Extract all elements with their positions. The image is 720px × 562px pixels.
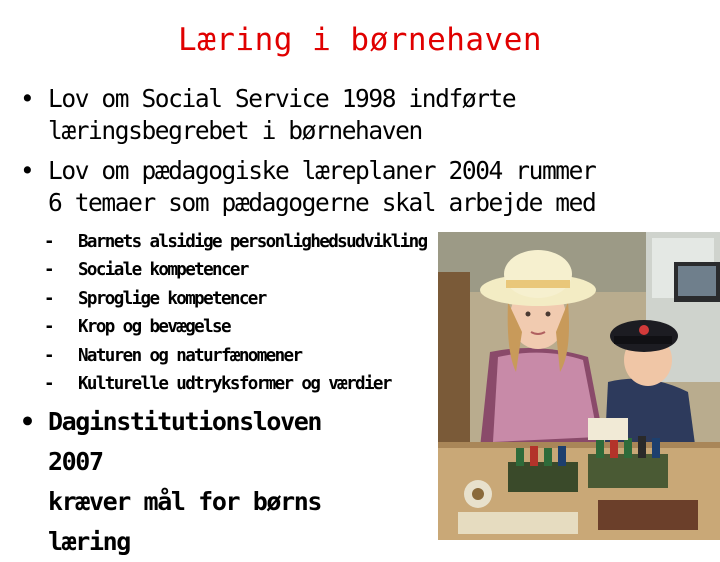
theme-item [44,228,427,256]
theme-text: Sproglige kompetencer [78,288,266,309]
theme-item [44,313,427,341]
theme-marker: - [44,345,53,366]
theme-text: Krop og bevægelse [78,317,230,338]
theme-item [44,285,427,313]
bullet-marker: • [20,84,34,113]
bullet-text: Lov om Social Service 1998 indførte læringsbegrebet i børnehaven [48,84,516,145]
theme-item [44,370,427,398]
theme-marker: - [44,260,53,281]
theme-item [44,256,427,284]
theme-text: Sociale kompetencer [78,260,248,281]
theme-text: Naturen og naturfænomener [78,345,302,366]
theme-item [44,342,427,370]
bullet-text: Daginstitutionsloven 2007 kræver mål for børns læring [48,407,322,556]
bullet-marker: • [20,407,34,436]
bullet-laereplaner [20,155,595,219]
slide-title: Læring i børnehaven [177,22,543,58]
theme-marker: - [44,232,53,252]
themes-list [44,228,427,398]
bullet-social-service [20,83,515,147]
theme-marker: - [44,374,53,395]
theme-text: Barnets alsidige personlighedsudvikling [78,232,427,252]
bullet-marker: • [20,156,34,185]
theme-marker: - [44,317,53,338]
bullet-daginstitutionsloven [20,402,378,562]
children-playing-photo [438,232,720,540]
theme-marker: - [44,288,53,309]
theme-text: Kulturelle udtryksformer og værdier [78,374,391,395]
bullet-text: Lov om pædagogiske læreplaner 2004 rummer 6 temaer som pædagogerne skal arbejde med [48,156,596,217]
